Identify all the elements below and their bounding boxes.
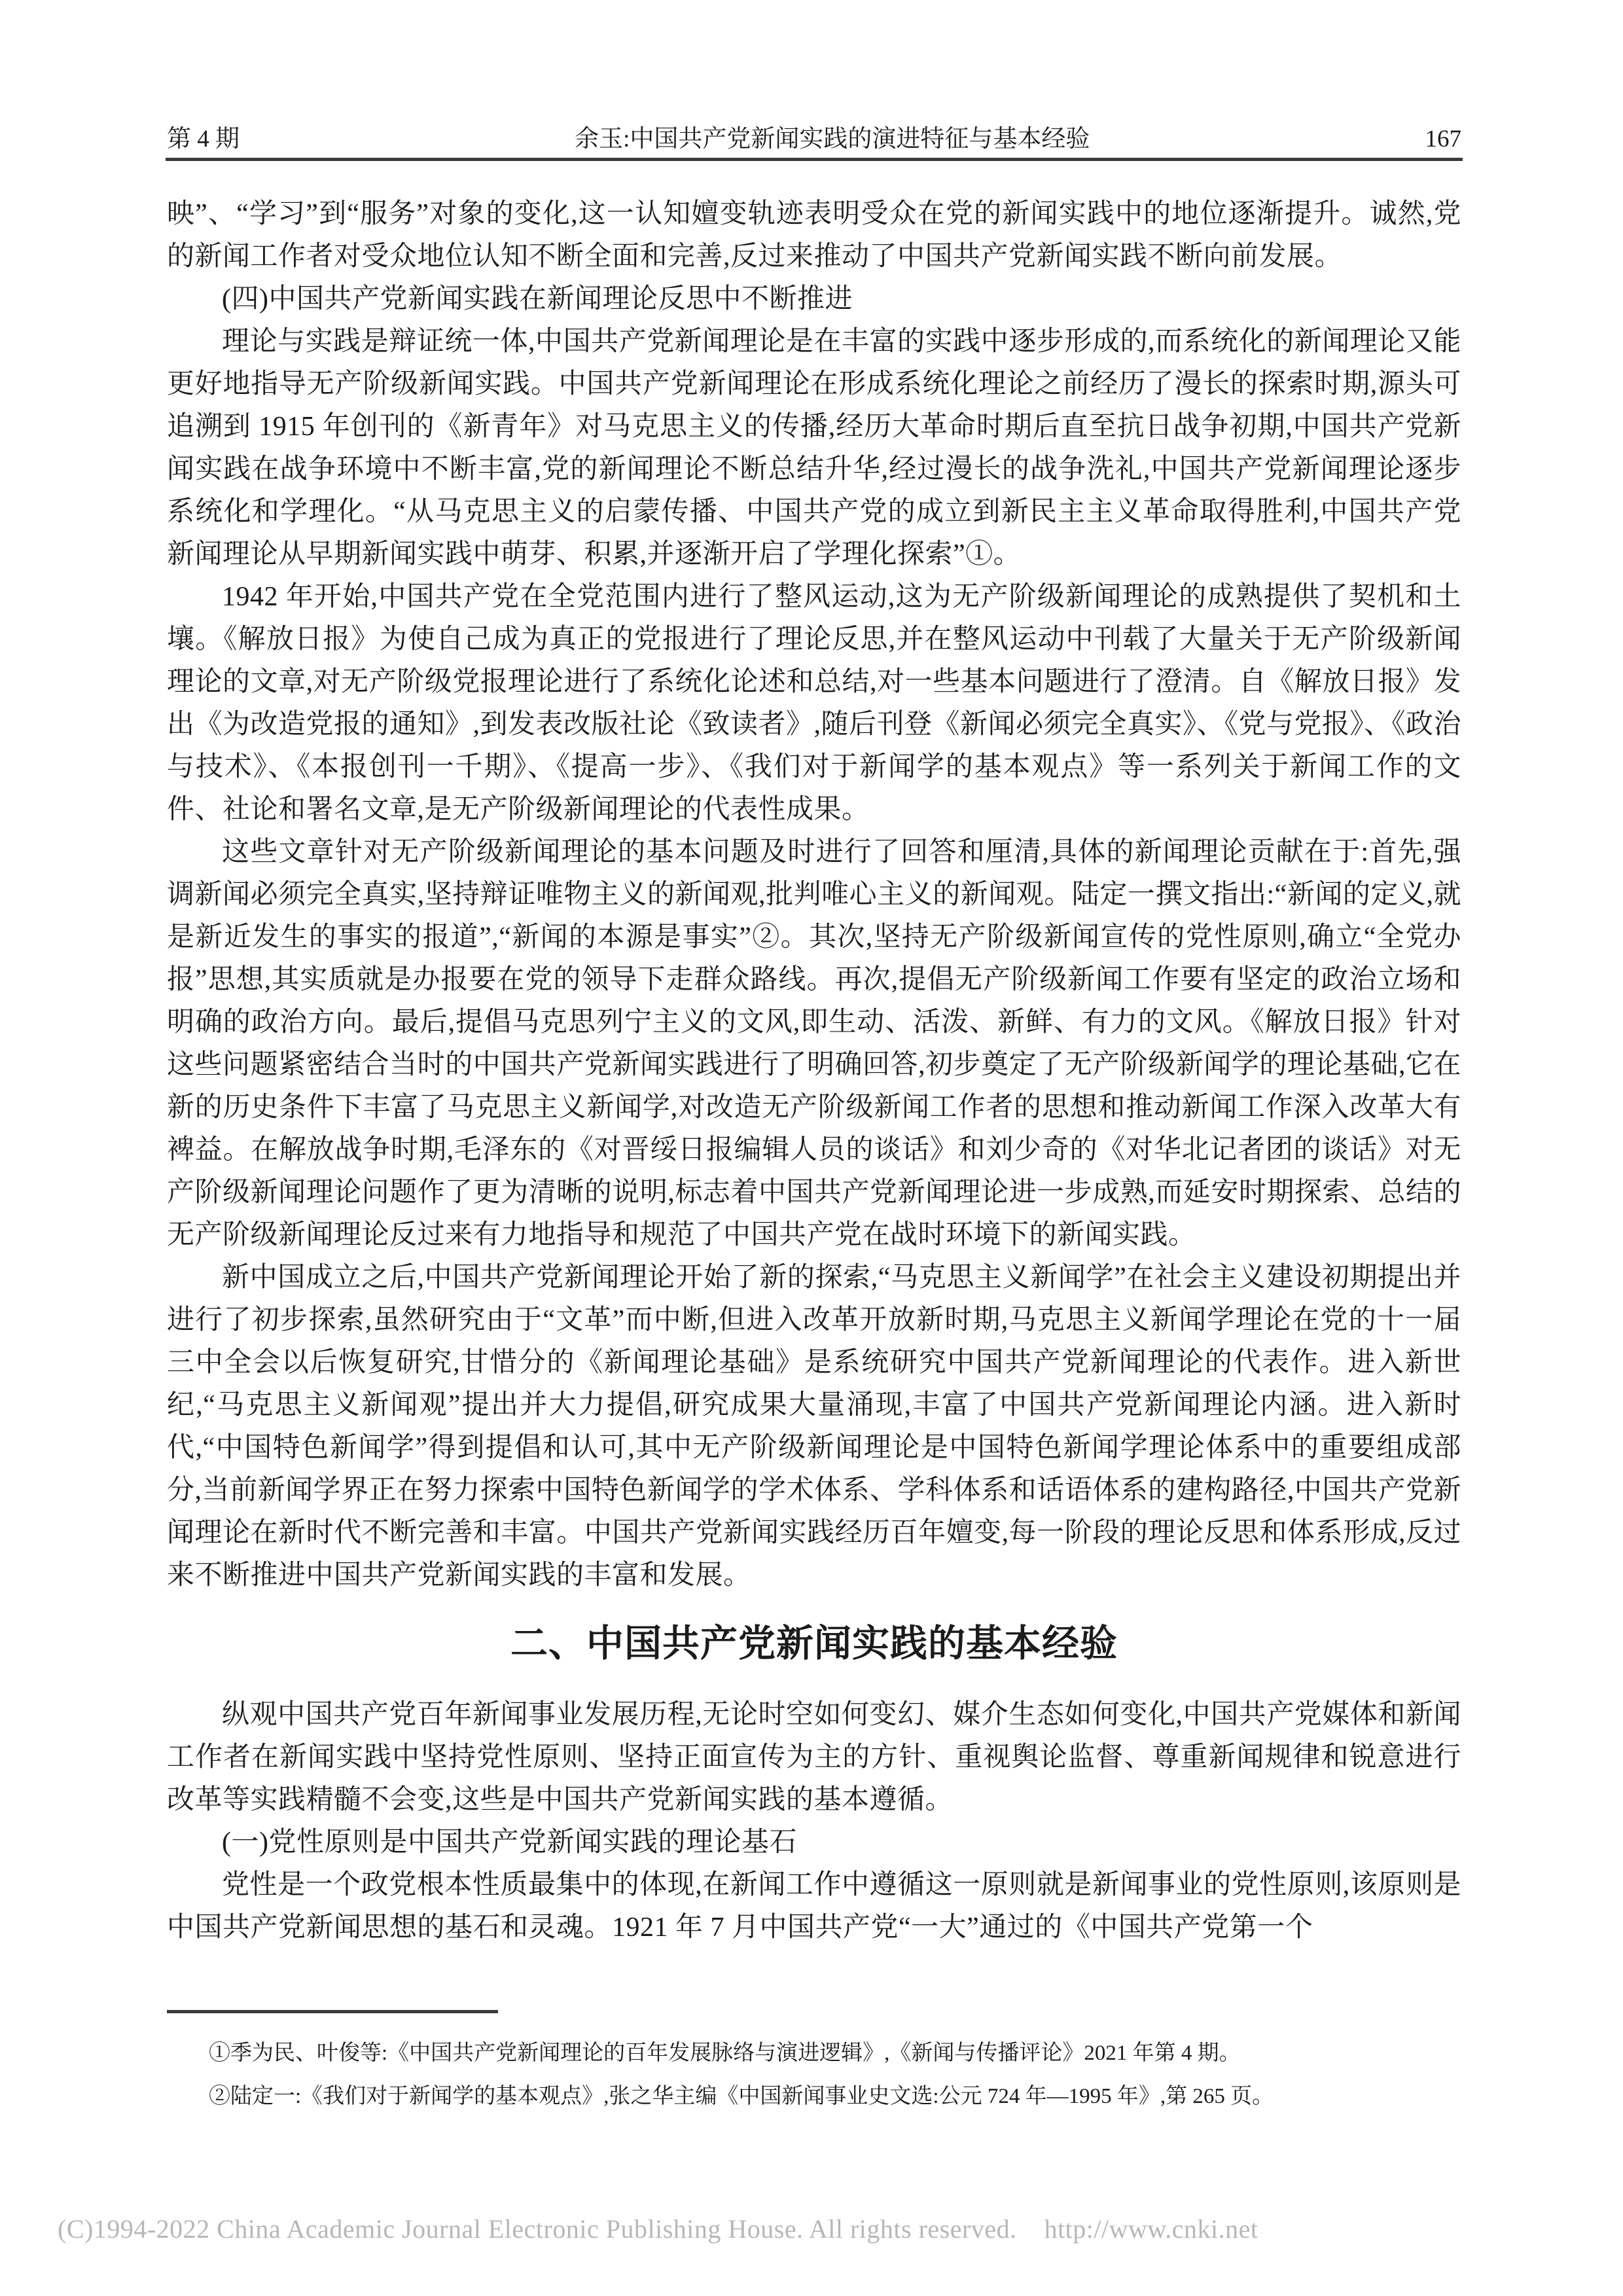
article-body: [167, 193, 1461, 1949]
paragraph: 映”、“学习”到“服务”对象的变化,这一认知嬗变轨迹表明受众在党的新闻实践中的地位逐渐提升。诚然,党的新闻工作者对受众地位认知不断全面和完善,反过来推动了中国共产党新闻实践不断向前发展。: [167, 199, 1461, 272]
paragraph: 纵观中国共产党百年新闻事业发展历程,无论时空如何变幻、媒介生态如何变化,中国共产党媒体和新闻工作者在新闻实践中坚持党性原则、坚持正面宣传为主的方针、重视舆论监督、尊重新闻规律和锐意进行改革等实践精髓不会变,这些是中国共产党新闻实践的基本遵循。: [167, 1700, 1461, 1815]
header-rule: [166, 158, 1463, 161]
subsection-heading-4: (四)中国共产党新闻实践在新闻理论反思中不断推进: [222, 284, 853, 314]
paragraph: 理论与实践是辩证统一体,中国共产党新闻理论是在丰富的实践中逐步形成的,而系统化的新闻理论又能更好地指导无产阶级新闻实践。中国共产党新闻理论在形成系统化理论之前经历了漫长的探索时期,源头可追溯到 1915 年创刊的《新青年》对马克思主义的传播,经历大革命时期后直至抗日战争初期,中国共产党新闻实践在战争环境中不断丰富,党的新闻理论不断总结升华,经过漫长的战争洗礼,中国共产党新闻理论逐步系统化和学理化。“从马克思主义的启蒙传播、中国共产党的成立到新民主主义革命取得胜利,中国共产党新闻理论从早期新闻实践中萌芽、积累,并逐渐开启了学理化探索”①。: [167, 327, 1461, 569]
footnotes: [167, 2032, 1469, 2118]
paragraph: 党性是一个政党根本性质最集中的体现,在新闻工作中遵循这一原则就是新闻事业的党性原则,该原则是中国共产党新闻思想的基石和灵魂。1921 年 7 月中国共产党“一大”通过的《中国共产党第一个: [167, 1870, 1461, 1943]
cnki-watermark: (C)1994-2022 China Academic Journal Electronic Publishing House. All rights reserved. http://www.cnki.net: [58, 2214, 1258, 2244]
subsection-heading-1: (一)党性原则是中国共产党新闻实践的理论基石: [222, 1827, 797, 1857]
footnote: ①季为民、叶俊等:《中国共产党新闻理论的百年发展脉络与演进逻辑》,《新闻与传播评论》2021 年第 4 期。: [209, 2041, 1241, 2065]
page-number: 167: [1425, 126, 1461, 152]
footnote: ②陆定一:《我们对于新闻学的基本观点》,张之华主编《中国新闻事业史文选:公元 724 年—1995 年》,第 265 页。: [209, 2085, 1274, 2108]
running-title: 余玉:中国共产党新闻实践的演进特征与基本经验: [575, 126, 1090, 152]
footnote-divider: [167, 2010, 498, 2013]
paragraph: 1942 年开始,中国共产党在全党范围内进行了整风运动,这为无产阶级新闻理论的成熟提供了契机和土壤。《解放日报》为使自己成为真正的党报进行了理论反思,并在整风运动中刊载了大量关于无产阶级新闻理论的文章,对无产阶级党报理论进行了系统化论述和总结,对一些基本问题进行了澄清。自《解放日报》发出《为改造党报的通知》,到发表改版社论《致读者》,随后刊登《新闻必须完全真实》、《党与党报》、《政治与技术》、《本报创刊一千期》、《提高一步》、《我们对于新闻学的基本观点》等一系列关于新闻工作的文件、社论和署名文章,是无产阶级新闻理论的代表性成果。: [167, 582, 1462, 825]
running-header: [167, 124, 1461, 154]
paragraph: 这些文章针对无产阶级新闻理论的基本问题及时进行了回答和厘清,具体的新闻理论贡献在于:首先,强调新闻必须完全真实,坚持辩证唯物主义的新闻观,批判唯心主义的新闻观。陆定一撰文指出:“新闻的定义,就是新近发生的事实的报道”,“新闻的本源是事实”②。其次,坚持无产阶级新闻宣传的党性原则,确立“全党办报”思想,其实质就是办报要在党的领导下走群众路线。再次,提倡无产阶级新闻工作要有坚定的政治立场和明确的政治方向。最后,提倡马克思列宁主义的文风,即生动、活泼、新鲜、有力的文风。《解放日报》针对这些问题紧密结合当时的中国共产党新闻实践进行了明确回答,初步奠定了无产阶级新闻学的理论基础,它在新的历史条件下丰富了马克思主义新闻学,对改造无产阶级新闻工作者的思想和推动新闻工作深入改革大有裨益。在解放战争时期,毛泽东的《对晋绥日报编辑人员的谈话》和刘少奇的《对华北记者团的谈话》对无产阶级新闻理论问题作了更为清晰的说明,标志着中国共产党新闻理论进一步成熟,而延安时期探索、总结的无产阶级新闻理论反过来有力地指导和规范了中国共产党在战时环境下的新闻实践。: [167, 837, 1461, 1250]
issue-label: 第 4 期: [167, 126, 240, 152]
section-heading: 二、中国共产党新闻实践的基本经验: [510, 1623, 1118, 1664]
paragraph: 新中国成立之后,中国共产党新闻理论开始了新的探索,“马克思主义新闻学”在社会主义建设初期提出并进行了初步探索,虽然研究由于“文革”而中断,但进入改革开放新时期,马克思主义新闻学理论在党的十一届三中全会以后恢复研究,甘惜分的《新闻理论基础》是系统研究中国共产党新闻理论的代表作。进入新世纪,“马克思主义新闻观”提出并大力提倡,研究成果大量涌现,丰富了中国共产党新闻理论内涵。进入新时代,“中国特色新闻学”得到提倡和认可,其中无产阶级新闻理论是中国特色新闻学理论体系中的重要组成部分,当前新闻学界正在努力探索中国特色新闻学的学术体系、学科体系和话语体系的建构路径,中国共产党新闻理论在新时代不断完善和丰富。中国共产党新闻实践经历百年嬗变,每一阶段的理论反思和体系形成,反过来不断推进中国共产党新闻实践的丰富和发展。: [167, 1263, 1461, 1590]
